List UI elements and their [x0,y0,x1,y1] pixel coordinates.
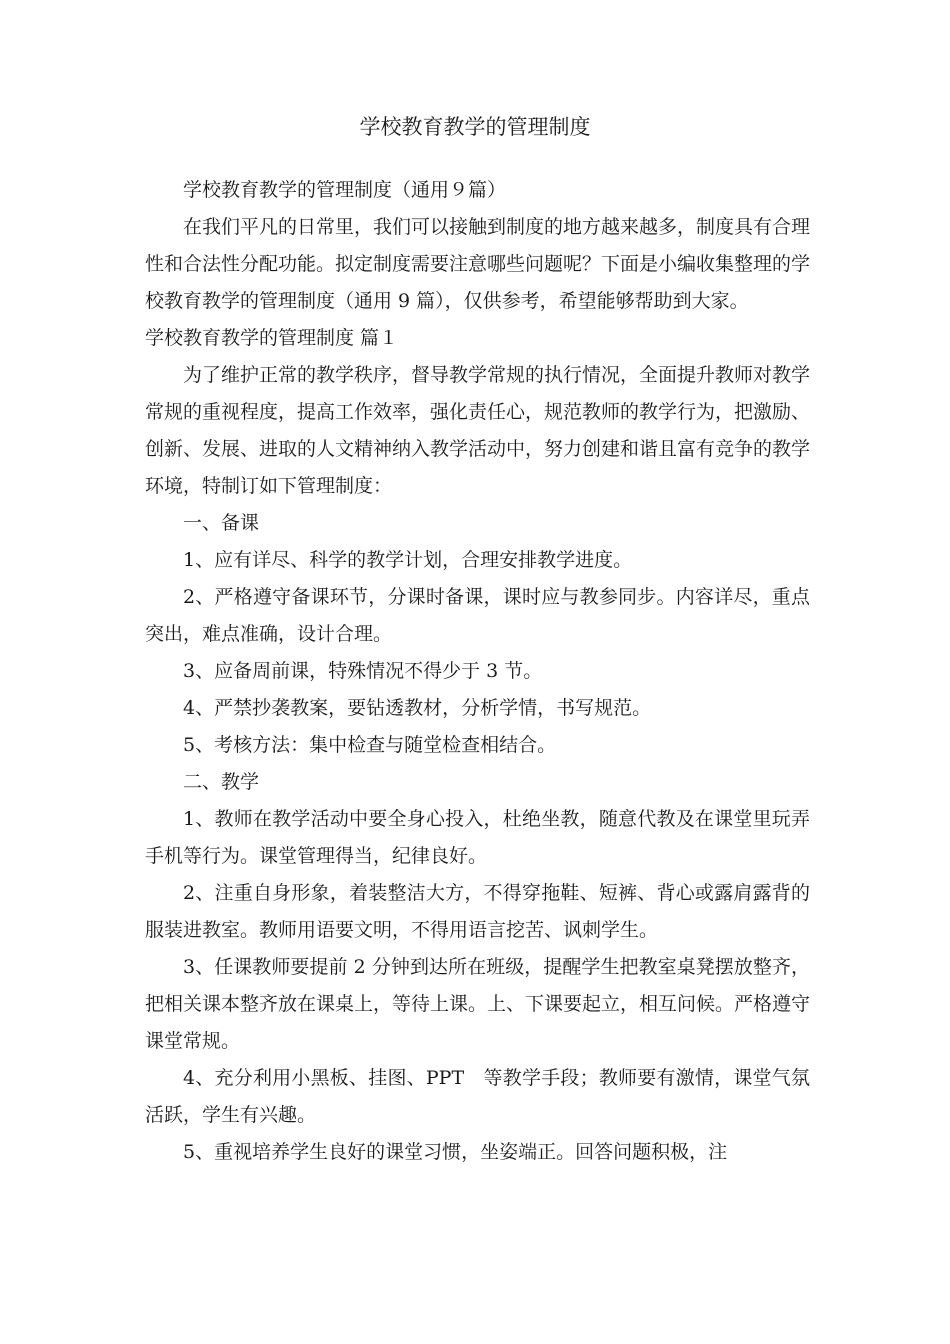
document-body [145,172,810,1171]
list-item: 5、考核方法：集中检查与随堂检查相结合。 [183,734,557,756]
intro-paragraph: 在我们平凡的日常里，我们可以接触到制度的地方越来越多，制度具有合理性和合法性分配功能。拟定制度需要注意哪些问题呢？下面是小编收集整理的学校教育教学的管理制度（通用 9 篇），仅供参考，希望能够帮助到大家。 [145,216,811,312]
list-item: 4、充分利用小黑板、挂图、PPT 等教学手段；教师要有激情，课堂气氛活跃，学生有兴趣。 [145,1067,810,1126]
list-item: 5、重视培养学生良好的课堂习惯，坐姿端正。回答问题积极，注 [183,1141,728,1163]
document-title: 学校教育教学的管理制度 [359,115,591,139]
list-item: 3、任课教师要提前 2 分钟到达所在班级，提醒学生把教室桌凳摆放整齐，把相关课本整齐放在课桌上，等待上课。上、下课要起立，相互问候。严格遵守课堂常规。 [145,956,811,1052]
list-item: 2、注重自身形象，着装整洁大方，不得穿拖鞋、短裤、背心或露肩露背的服装进教室。教师用语要文明，不得用语言挖苦、讽刺学生。 [145,882,810,941]
list-item: 1、应有详尽、科学的教学计划，合理安排教学进度。 [183,549,633,571]
list-item: 1、教师在教学活动中要全身心投入，杜绝坐教，随意代教及在课堂里玩弄手机等行为。课堂管理得当，纪律良好。 [145,808,810,867]
section-intro-paragraph: 为了维护正常的教学秩序，督导教学常规的执行情况，全面提升教师对教学常规的重视程度，提高工作效率，强化责任心，规范教师的教学行为，把激励、创新、发展、进取的人文精神纳入教学活动中，努力创建和谐且富有竞争的教学环境，特制订如下管理制度： [145,364,811,497]
list-item: 4、严禁抄袭教案，要钻透教材，分析学情，书写规范。 [183,697,652,719]
part-heading-teaching: 二、教学 [183,771,260,793]
list-item: 2、严格遵守备课环节，分课时备课，课时应与教参同步。内容详尽，重点突出，难点准确，设计合理。 [145,586,810,645]
list-item: 3、应备周前课，特殊情况不得少于 3 节。 [183,660,543,682]
document-subtitle: 学校教育教学的管理制度（通用９篇） [183,179,507,201]
section-heading: 学校教育教学的管理制度 篇１ [145,327,399,349]
part-heading-lesson-prep: 一、备课 [183,512,260,534]
